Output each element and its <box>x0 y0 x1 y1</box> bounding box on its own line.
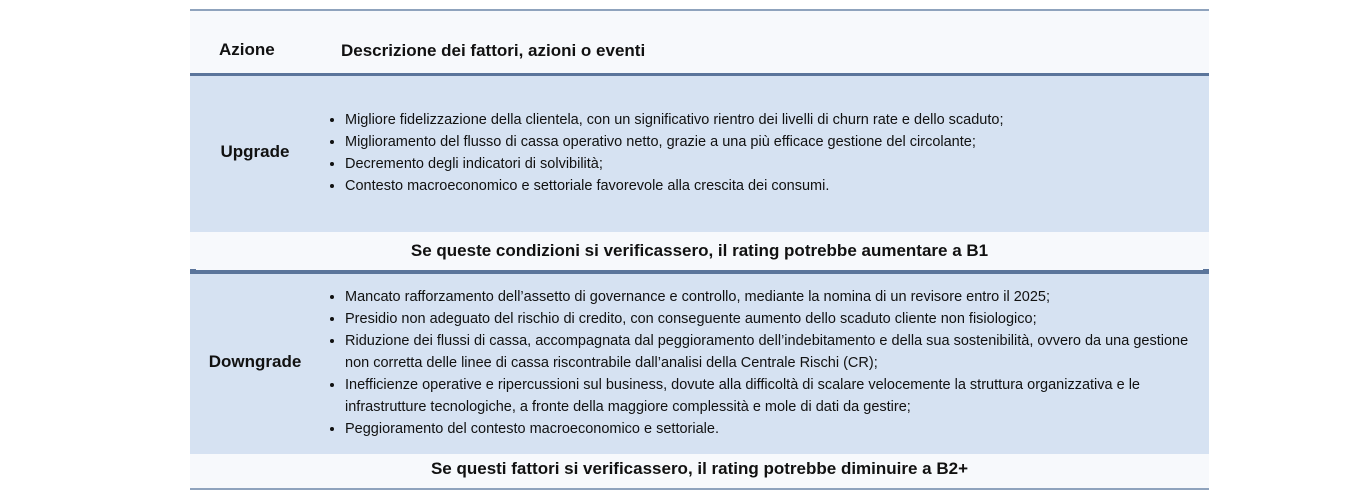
upgrade-label: Upgrade <box>220 142 290 161</box>
list-item: • Migliore fidelizzazione della clientela, con un significativo rientro dei livelli di churn rate e dello scaduto; <box>345 109 1195 131</box>
list-item: • Peggioramento del contesto macroeconomico e settoriale. <box>345 418 1195 440</box>
list-item: • Contesto macroeconomico e settoriale favorevole alla crescita dei consumi. <box>345 175 1195 197</box>
upgrade-conclusion: Se queste condizioni si verificassero, il rating potrebbe aumentare a B1 <box>190 232 1209 270</box>
list-item: • Riduzione dei flussi di cassa, accompagnata dal peggioramento dell’indebitamento e della sua sostenibilità, ovvero da una gestione non corretta delle linee di cassa riscontrabile dall’analisi della Centrale Rischi (CR); <box>345 330 1195 374</box>
downgrade-conclusion: Se questi fattori si verificassero, il rating potrebbe diminuire a B2+ <box>190 454 1209 488</box>
list-item: • Miglioramento del flusso di cassa operativo netto, grazie a una più efficace gestione del circolante; <box>345 131 1195 153</box>
downgrade-row <box>190 274 1209 454</box>
upgrade-list <box>327 109 1195 197</box>
header-azione: Azione <box>219 40 275 59</box>
downgrade-list <box>327 286 1195 440</box>
header-descrizione: Descrizione dei fattori, azioni o eventi <box>341 41 646 60</box>
table-header <box>190 11 1209 73</box>
list-item: • Presidio non adeguato del rischio di credito, con conseguente aumento dello scaduto cliente non fisiologico; <box>345 308 1195 330</box>
bottom-border <box>190 488 1209 490</box>
downgrade-label: Downgrade <box>208 352 302 371</box>
rating-table <box>190 9 1209 490</box>
upgrade-row <box>190 76 1209 232</box>
list-item: • Decremento degli indicatori di solvibilità; <box>345 153 1195 175</box>
list-item: • Mancato rafforzamento dell’assetto di governance e controllo, mediante la nomina di un revisore entro il 2025; <box>345 286 1195 308</box>
list-item: • Inefficienze operative e ripercussioni sul business, dovute alla difficoltà di scalare velocemente la struttura organizzativa e le infrastrutture tecnologiche, a fronte della maggiore complessità e mole di dati da gestire; <box>345 374 1195 418</box>
